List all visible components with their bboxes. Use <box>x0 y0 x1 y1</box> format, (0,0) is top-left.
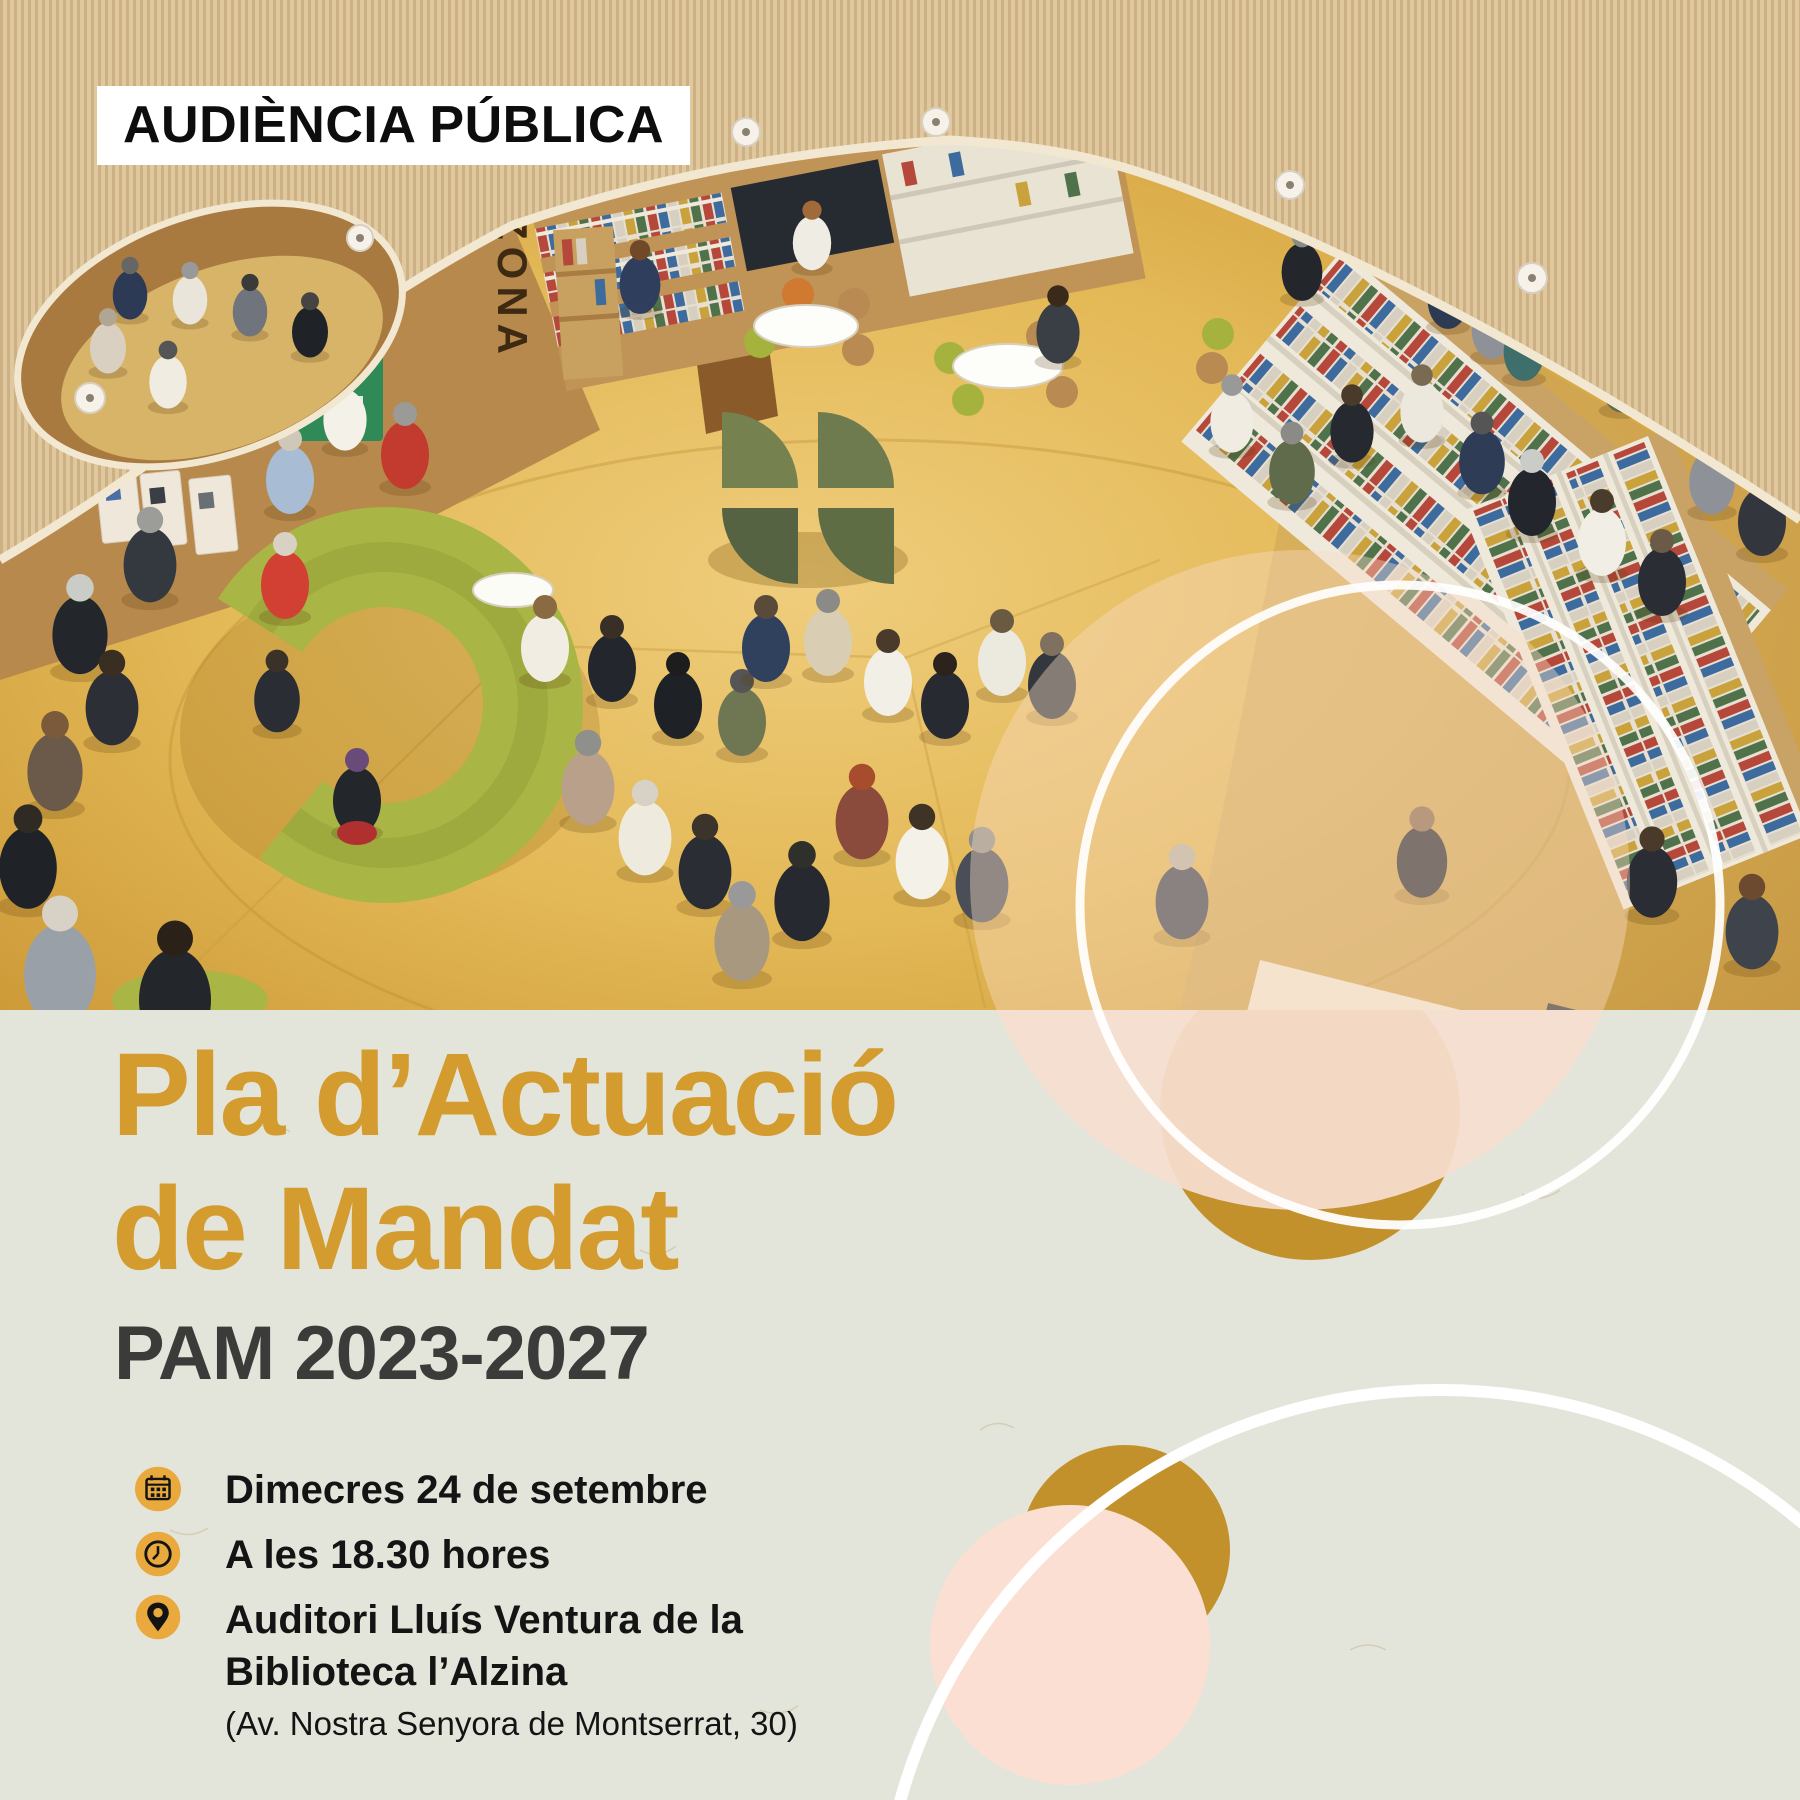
detail-row-time <box>135 1531 550 1579</box>
venue-line1: Auditori Lluís Ventura de la <box>225 1598 743 1642</box>
zona-wall-text: ZONA <box>489 214 536 361</box>
event-subtitle: PAM 2023-2027 <box>114 1311 649 1396</box>
event-time: A les 18.30 hores <box>225 1533 551 1577</box>
event-title-line1: Pla d’Actuació <box>112 1029 898 1161</box>
info-section <box>0 1010 1800 1800</box>
wood-bookcase <box>553 226 623 380</box>
calendar-icon <box>135 1466 181 1512</box>
detail-row-date <box>135 1466 708 1514</box>
event-title-line2: de Mandat <box>112 1163 678 1295</box>
peach-circle-mid <box>970 1010 1630 1210</box>
detail-row-location <box>135 1594 798 1746</box>
event-date: Dimecres 24 de setembre <box>225 1468 708 1512</box>
audiencia-publica-badge: AUDIÈNCIA PÚBLICA <box>97 86 690 165</box>
clock-icon <box>135 1531 181 1577</box>
venue-address: (Av. Nostra Senyora de Montserrat, 30) <box>225 1705 798 1742</box>
event-location <box>225 1594 798 1746</box>
event-title <box>112 1028 897 1296</box>
venue-line2: Biblioteca l’Alzina <box>225 1650 568 1694</box>
location-icon <box>135 1594 181 1640</box>
